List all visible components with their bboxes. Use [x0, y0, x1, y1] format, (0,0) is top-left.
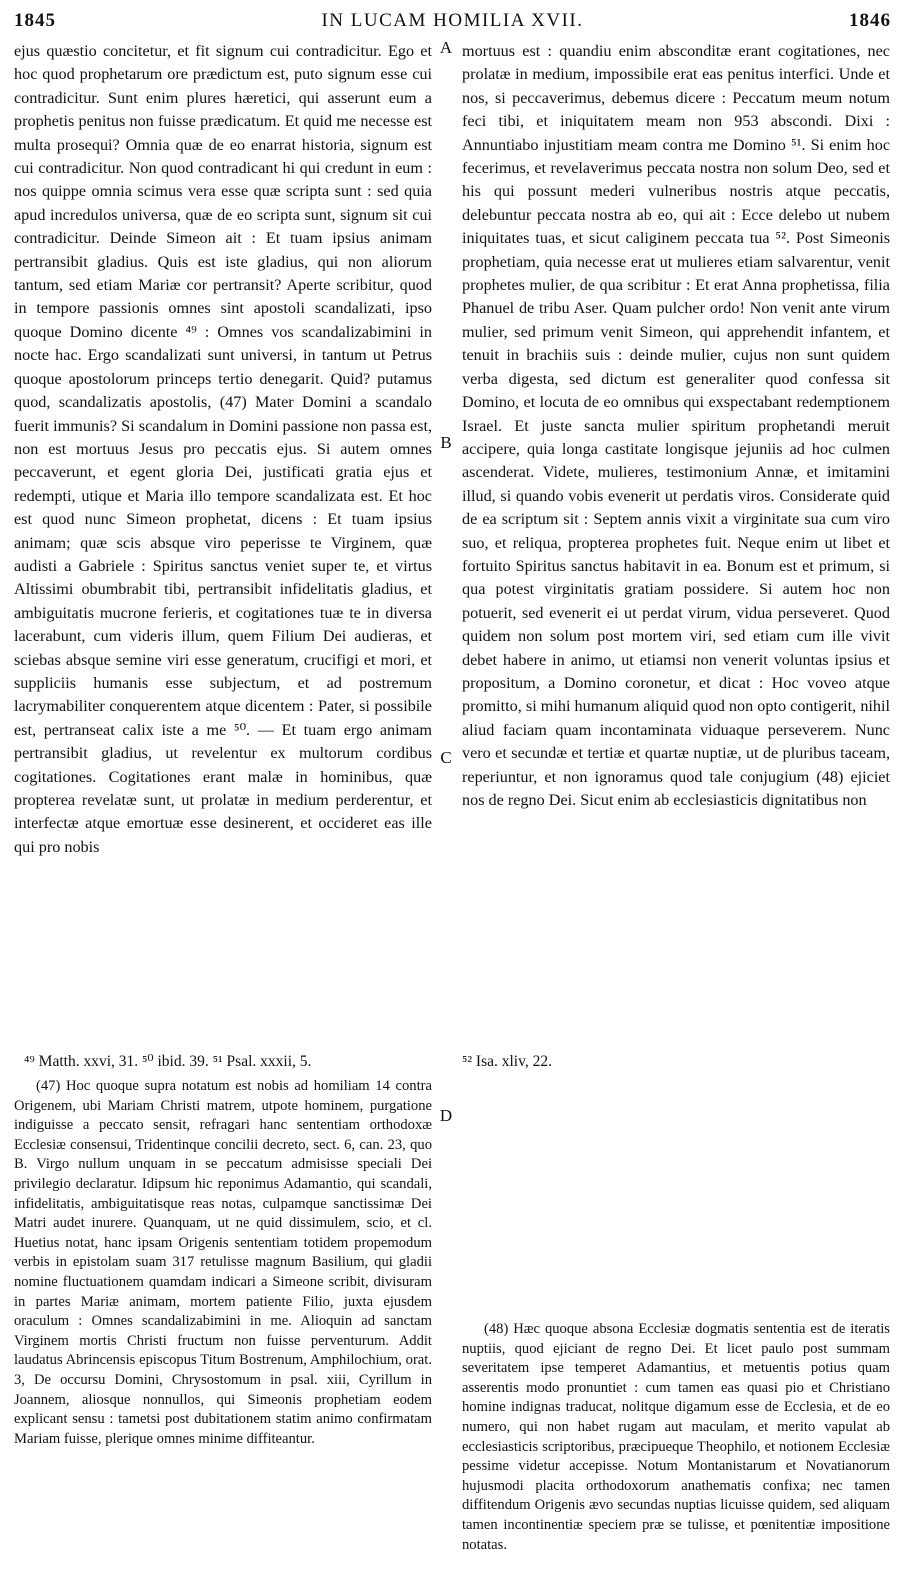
- running-title: IN LUCAM HOMILIA XVII.: [321, 10, 584, 31]
- margin-markers: [434, 0, 458, 1590]
- marker-a: A: [439, 38, 453, 57]
- scripture-references-right: ⁵² Isa. xliv, 22.: [462, 1053, 552, 1070]
- marker-b: B: [440, 433, 452, 452]
- right-column-paragraph: mortuus est : quandiu enim absconditæ erant cogitationes, nec prolatæ in medium, impossibile erat eas penitus interfici. Unde et nos, si peccaverimus, debemus dicere : Peccatum meum notum feci tibi, et iniquitatem meam non 953 abscondi. Dixi : Annuntiabo injustitiam meam contra me Domino ⁵¹. Si enim hoc fecerimus, et revelaverimus peccata nostra non solum Deo, sed et his qui possunt mederi vulneribus nostris atque peccatis, delebuntur peccata nostra ab eo, qui ait : Ecce delebo ut nubem iniquitates tuas, et sicut caliginem peccata tua ⁵². Post Simeonis prophetiam, quia necesse erat ut mulieres etiam salvarentur, venit prophetes mulier, de qua scribitur : Et erat Anna prophetissa, filia Phanuel de tribu Aser. Quam pulcher ordo! Non venit ante virum mulier, sed primum venit Simeon, qui apprehendit infantem, et tenuit in brachiis suis : deinde mulier, cujus non sunt quidem verba digesta, sed dictum est generaliter quod confessa sit Domino, et locuta de eo omnibus qui exspectabant redemptionem Israel. Et juste sancta mulier spiritum prophetandi meruit accipere, quia longa castitate longisque jejuniis ad hoc culmen ascenderat. Videte, mulieres, testimonium Annæ, et imitamini illud, si quando vobis evenerit ut perdatis viros. Considerate quid de ea scriptum sit : Septem annis vixit a virginitate sua cum viro suo, et reliqua, propterea prophetes fuit. Neque enim ut libet et fortuito Spiritus sanctus habitavit in ea. Bonum est et primum, si qua potest virginitatis gratiam possidere. Si autem hoc non potuerit, sed evenerit ei ut perdat virum, vidua perseveret. Quod quidem non solum post mortem viri, sed etiam cum ille vivit debet habere in animo, ut etiamsi non venerit voluntas ipsius et propositum, a Domino coronetur, et dicat : Hoc voveo atque promitto, si mihi humanum aliquid quod non opto contigerit, nihil aliud faciam quam incontaminata viduaque perseverem. Nunc vero et secundæ et tertiæ et quartæ nuptiæ, ut de pluribus taceam, reperiuntur, et non ignoramus quod tale conjugium (48) ejiciet nos de regno Dei. Sicut enim ab ecclesiasticis dignitatibus non: [462, 42, 890, 809]
- left-column-paragraph: ejus quæstio concitetur, et fit signum cui contradicitur. Ego et hoc quod prophetarum ore prædictum est, puto signum esse cui contradicitur. Sunt enim plures hæretici, qui asserunt eum a prophetis penitus non fuisse prædicatum. Et quid me necesse est multa prosequi? Omnia quæ de eo enarrat historia, signum est cui contradicitur. Non quod contradicant hi qui credunt in eum : nos quippe omnia scimus vera esse quæ scripta sunt : sed quia apud incredulos universa, quæ de eo scripta sunt, signum sit cui contradicitur. Deinde Simeon ait : Et tuam ipsius animam pertransibit gladius. Quis est iste gladius, qui non aliorum tantum, sed etiam Mariæ cor pertransit? Aperte scribitur, quod in tempore passionis omnes sint apostoli scandalizati, ipso quoque Domino dicente ⁴⁹ : Omnes vos scandalizabimini in nocte hac. Ergo scandalizati sunt universi, in tantum ut Petrus quoque apostolorum princeps tertio denegarit. Quid? putamus quod, scandalizatis apostolis, (47) Mater Domini a scandalo fuerit immunis? Si scandalum in Domini passione non passa est, non est mortuus Jesus pro peccatis ejus. Si autem omnes peccaverunt, et egent gloria Dei, justificati gratia ejus et redempti, utique et Maria illo tempore scandalizata est. Et hoc est quod nunc Simeon prophetat, dicens : Et tuam ipsius animam; quæ scis absque viro peperisse te Virginem, quæ audisti a Gabriele : Spiritus sanctus veniet super te, et virtus Altissimi obumbrabit tibi, pertransibit infidelitatis gladius, et ambiguitatis mucrone ferieris, et cogitationes tuæ te in diversa lacerabunt, cum videris illum, quem Filium Dei audieras, et sciebas absque semine viri esse generatum, crucifigi et mori, et suppliciis humanis esse subjectum, et ad postremum lacrymabiliter conquerentem atque dicentem : Pater, si possibile est, pertranseat calix iste a me ⁵⁰. — Et tuam ergo animam pertransibit gladius, ut revelentur ex multorum cordibus cogitationes. Cogitationes erant malæ in hominibus, quæ propterea revelatæ sunt, ut prolatæ in medium perderentur, et interfectæ atque emortuæ esse desinerent, et occideret eas ille qui pro nobis: [14, 42, 432, 856]
- footnote-48: [462, 1320, 890, 1555]
- marker-d: D: [439, 1106, 453, 1125]
- footnote-47-text: (47) Hoc quoque supra notatum est nobis ad homiliam 14 contra Origenem, ubi Mariam Christi matrem, utpote hominem, purgatione indiguisse a peccato sensit, refragari hanc sententiam orthodoxæ Ecclesiæ consensui, Tridentinque concilii decreto, sect. 6, can. 23, quo B. Virgo nullum unquam in se peccatum admisisse speciali Dei privilegio declaratur. Idipsum hic reponimus Adamantio, qui scandali, infidelitatis, ambiguitatisque reas notas, culpamque sanctissimæ Dei Matri audet inurere. Quanquam, ut ne quid dissimulem, scio, et cl. Huetius notat, hanc ipsam Origenis sententiam totidem propemodum verbis in epistolam suam 317 retulisse magnum Basilium, qui gladii nomine fluctuationem quamdam indicari a Simeone scribit, divisuram in partes Mariæ animam, mortem patiente Filio, juxta ejusdem oraculum : Omnes scandalizabimini in me. Alioquin ad sanctam Virginem mortis Christi fructum non fuisse perventurum. Addit laudatus Abrincensis episcopus Titum Bostrenum, Amphilochium, orat. 3, De occursu Domini, Chrysostomum in psal. xiii, Cyrillum in Joannem, aliosque nonnullos, qui Simeonis prophetiam eodem explicant sensu : tametsi post dubitationem statim animo confirmatam Mariam fuisse, plerique omnes minime diffiteantur.: [14, 1078, 432, 1447]
- left-column-text: [14, 40, 432, 859]
- footnote-48-text: (48) Hæc quoque absona Ecclesiæ dogmatis sententia est de iteratis nuptiis, quod ejiciant de regno Dei. Et licet paulo post summam severitatem ipse temperet Adamantius, et metuentis potius quam asserentis modo pronuntiet : cum tamen eas quasi pio et Christiano homine indignas traducat, nolitque digamum esse de Ecclesia, et de eo numero, qui non habet rugam aut maculam, et merito vapulat ab ecclesiasticis scriptoribus, præcipueque Theophilo, et notionem Ecclesiæ pessime videtur accepisse. Notum Montanistarum et Novatianorum hujusmodi placita orthodoxorum anathematis confixa; nec tamen diffitendum Origenis ævo secundas nuptias licuisse quidem, sed aliquam tamen incontinentiæ speciem præ se tulisse, et pœnitentiæ impositione notatas.: [462, 1321, 890, 1553]
- scripture-references-left: ⁴⁹ Matth. xxvi, 31. ⁵⁰ ibid. 39. ⁵¹ Psal. xxxii, 5.: [24, 1053, 312, 1070]
- right-column-text: [462, 40, 890, 812]
- footnote-47: [14, 1077, 432, 1449]
- page-number-right: 1846: [849, 10, 891, 31]
- page-number-left: 1845: [14, 10, 56, 31]
- marker-c: C: [440, 748, 452, 767]
